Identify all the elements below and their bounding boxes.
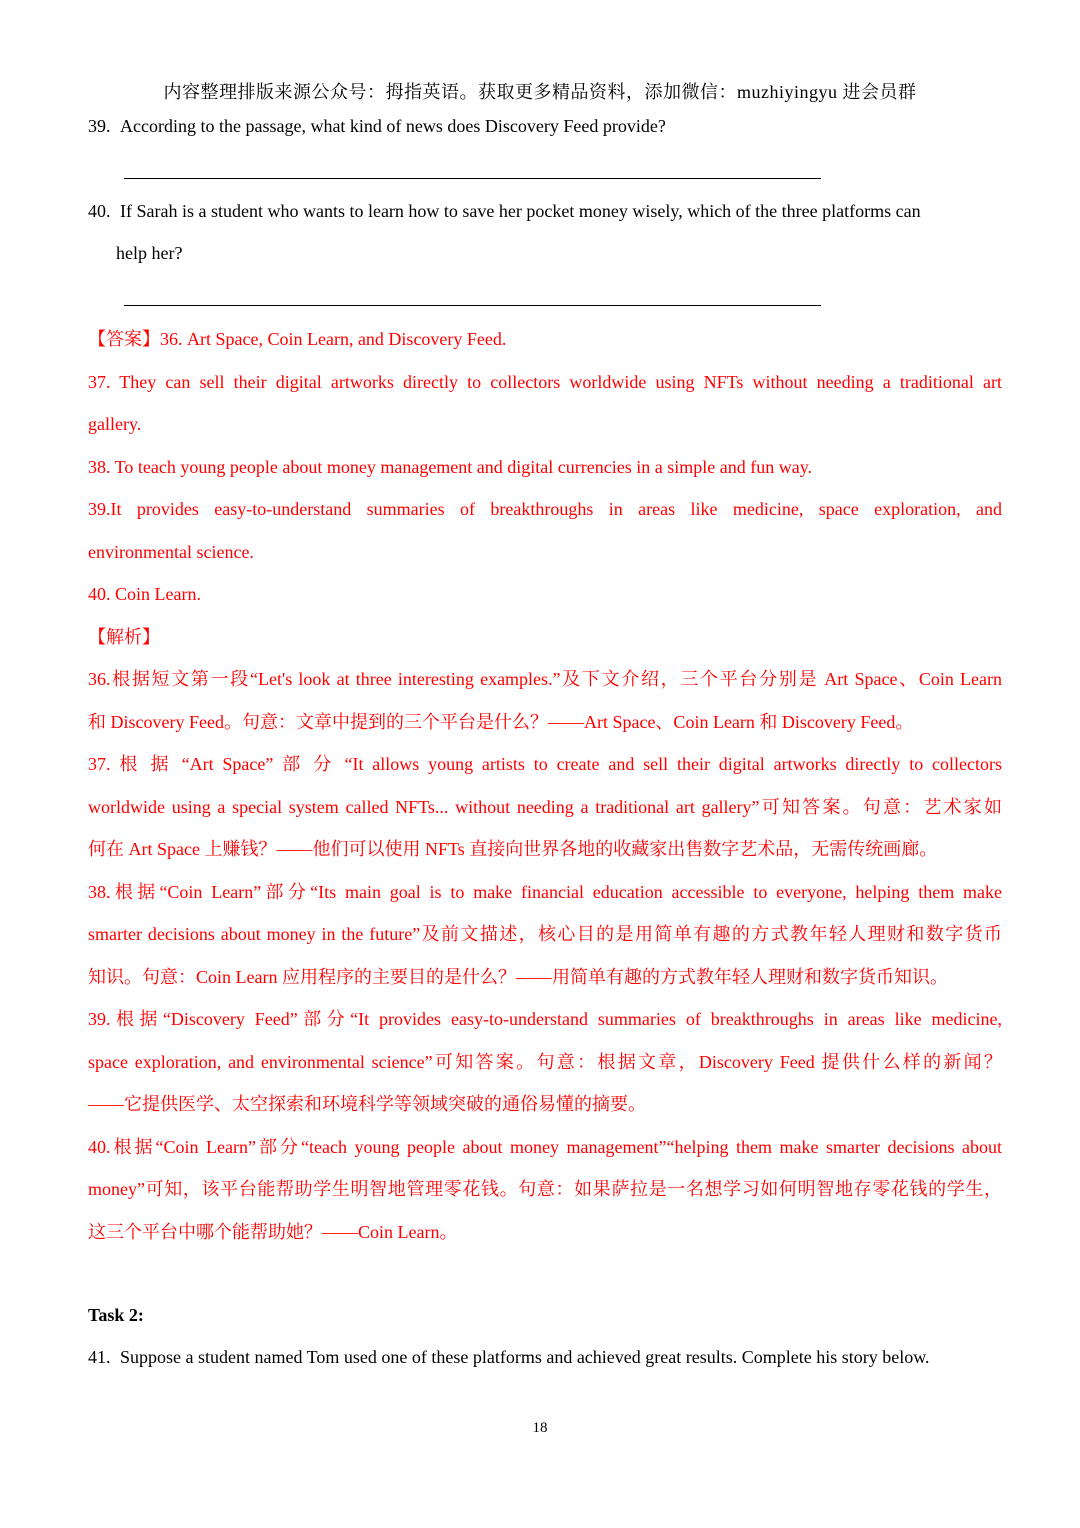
analysis-37-line-3: 何在 Art Space 上赚钱？——他们可以使用 NFTs 直接向世界各地的收藏家出售数字艺术品，无需传统画廊。 [88,839,938,859]
answer-36: 【答案】36. Art Space, Coin Learn, and Discovery Feed. [88,329,507,349]
answer-39-line-2: environmental science. [88,541,254,562]
page-header: 内容整理排版来源公众号：拇指英语。获取更多精品资料，添加微信：muzhiyingyu 进会员群 [163,82,917,102]
analysis-36-line-2: 和 Discovery Feed。句意：文章中提到的三个平台是什么？——Art Space、Coin Learn 和 Discovery Feed。 [88,711,914,732]
analysis-38-line-1: 38.根据“Coin Learn”部分“Its main goal is to make financial education accessible to everyone, helping them make [88,881,1002,902]
answer-37-line-1: 37. They can sell their digital artworks directly to collectors worldwide using NFTs without needing a traditional art [88,371,1002,392]
question-text-continued: help her? [116,243,183,263]
analysis-39-line-2: space exploration, and environmental science”可知答案。句意：根据文章，Discovery Feed 提供什么样的新闻？ [88,1051,1002,1072]
answer-40: 40. Coin Learn. [88,584,201,604]
question-40 [88,201,1003,263]
question-number: 39. [88,116,111,136]
question-number: 40. [88,201,111,221]
analysis-37-line-2: worldwide using a special system called NFTs... without needing a traditional art gallery”可知答案。句意：艺术家如 [88,796,1002,817]
analysis-37-line-1: 37. 根 据 “Art Space” 部 分 “It allows young artists to create and sell their digital artworks directly to collectors [88,754,1002,774]
analysis-39-line-3: ——它提供医学、太空探索和环境科学等领域突破的通俗易懂的摘要。 [88,1094,646,1114]
analysis-40-line-2: money”可知，该平台能帮助学生明智地管理零花钱。句意：如果萨拉是一名想学习如何明智地存零花钱的学生， [88,1179,1002,1199]
analysis-38-line-2: smarter decisions about money in the future”及前文描述，核心目的是用简单有趣的方式教年轻人理财和数字货币 [88,924,1002,944]
answer-line-39 [124,178,821,179]
question-41 [88,1347,930,1368]
question-39 [88,116,1003,137]
answer-37-line-2: gallery. [88,414,142,434]
answer-line-40 [124,305,821,306]
answer-39-line-1: 39.It provides easy-to-understand summaries of breakthroughs in areas like medicine, space exploration, and [88,499,1002,519]
page-number: 18 [532,1420,548,1436]
question-number: 41. [88,1347,111,1367]
analysis-40-line-3: 这三个平台中哪个能帮助她？——Coin Learn。 [88,1221,458,1242]
answer-section [88,318,1002,1253]
analysis-38-line-3: 知识。句意：Coin Learn 应用程序的主要目的是什么？——用简单有趣的方式教年轻人理财和数字货币知识。 [88,966,948,987]
analysis-39-line-1: 39.根据“Discovery Feed”部分“It provides easy-to-understand summaries of breakthroughs in areas like medicine, [88,1009,1002,1029]
answer-38: 38. To teach young people about money management and digital currencies in a simple and fun way. [88,456,813,477]
analysis-label: 【解析】 [88,626,160,647]
analysis-36-line-1: 36.根据短文第一段“Let's look at three interesting examples.”及下文介绍，三个平台分别是 Art Space、Coin Learn [88,669,1002,689]
question-text: According to the passage, what kind of news does Discovery Feed provide? [120,116,666,136]
task-2-title: Task 2: [88,1305,144,1325]
analysis-40-line-1: 40.根据“Coin Learn”部分“teach young people about money management”“helping them make smarter decisions about [88,1136,1002,1157]
question-text: If Sarah is a student who wants to learn how to save her pocket money wisely, which of the three platforms can [120,201,921,221]
question-text: Suppose a student named Tom used one of these platforms and achieved great results. Complete his story below. [120,1347,930,1367]
answer-label: 【答案】 [88,329,160,349]
